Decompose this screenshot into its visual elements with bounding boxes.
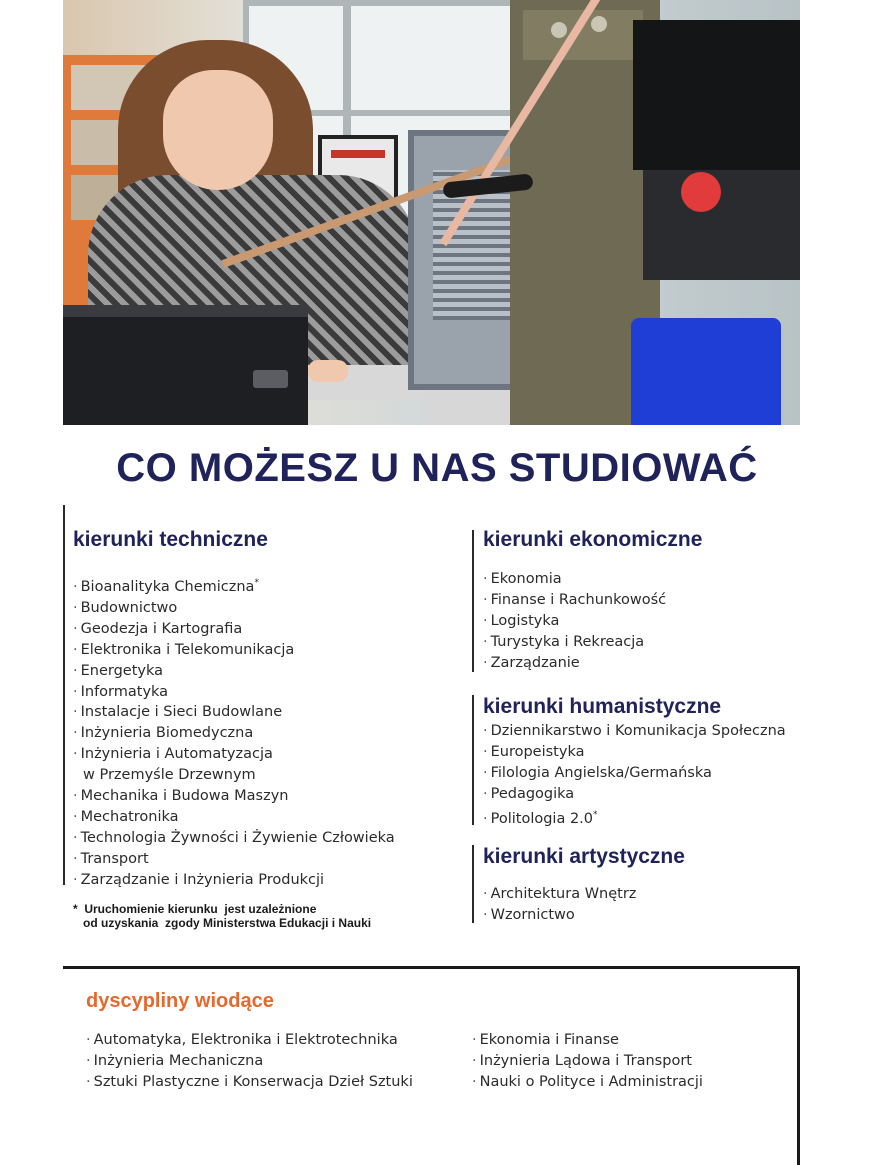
bullet: · xyxy=(73,746,78,763)
item-label: Mechanika i Budowa Maszyn xyxy=(80,788,289,805)
photo-bolt xyxy=(591,16,607,32)
list-item xyxy=(73,619,395,640)
list-item xyxy=(483,632,666,653)
item-label: Zarządzanie xyxy=(490,654,580,671)
item-label: Mechatronika xyxy=(80,808,179,825)
bullet: · xyxy=(472,1073,477,1090)
item-label: Logistyka xyxy=(490,612,560,629)
list-item xyxy=(86,1051,413,1072)
item-label: Politologia 2.0 xyxy=(490,810,594,827)
bullet: · xyxy=(86,1032,91,1048)
list-item xyxy=(483,569,666,590)
bullet: · xyxy=(483,785,488,802)
item-label: Nauki o Polityce i Administracji xyxy=(479,1073,703,1090)
bullet: · xyxy=(483,886,488,902)
bullet: · xyxy=(73,850,78,867)
bullet: · xyxy=(483,633,488,650)
box-border xyxy=(63,966,800,969)
item-label: Ekonomia xyxy=(490,571,562,587)
item-label: Sztuki Plastyczne i Konserwacja Dzieł Sztuki xyxy=(93,1073,413,1090)
section-title-artistic: kierunki artystyczne xyxy=(483,845,685,868)
item-label: Zarządzanie i Inżynieria Produkcji xyxy=(80,871,325,888)
item-label: Dziennikarstwo i Komunikacja Społeczna xyxy=(490,723,786,739)
item-label: Inżynieria Mechaniczna xyxy=(93,1052,264,1069)
item-label: Technologia Żywności i Żywienie Człowieka xyxy=(80,829,395,846)
list-item xyxy=(472,1051,703,1072)
item-label: Energetyka xyxy=(80,662,164,679)
bullet: · xyxy=(86,1052,91,1069)
list-item xyxy=(73,723,395,744)
list-item xyxy=(483,805,786,830)
bullet: · xyxy=(73,704,78,721)
photo-red-knob xyxy=(681,172,721,212)
photo-computer-case xyxy=(63,305,308,425)
list-item xyxy=(483,884,636,905)
list-item xyxy=(483,590,666,611)
asterisk-mark: * xyxy=(254,578,259,588)
item-label: Turystyka i Rekreacja xyxy=(490,633,645,650)
photo-3d-printer-part xyxy=(331,150,385,158)
item-label: Filologia Angielska/Germańska xyxy=(490,764,712,781)
list-humanities xyxy=(483,721,786,830)
list-item xyxy=(483,742,786,763)
hero-photo xyxy=(63,0,800,425)
list-economic xyxy=(483,569,666,674)
bullet: · xyxy=(483,764,488,781)
bullet: · xyxy=(73,725,78,742)
bullet: · xyxy=(73,599,78,616)
list-item xyxy=(73,744,395,765)
item-label: Bioanalityka Chemiczna xyxy=(80,579,255,595)
item-label: Informatyka xyxy=(80,683,169,700)
bullet: · xyxy=(483,810,488,827)
bullet: · xyxy=(483,612,488,629)
section-title-economic: kierunki ekonomiczne xyxy=(483,528,703,551)
photo-student-hand xyxy=(308,360,348,382)
column-divider xyxy=(472,695,474,825)
list-item xyxy=(483,905,636,926)
list-item xyxy=(483,653,666,674)
section-title-humanities: kierunki humanistyczne xyxy=(483,695,722,718)
item-label: Inżynieria Lądowa i Transport xyxy=(479,1052,692,1069)
item-label: Automatyka, Elektronika i Elektrotechnika xyxy=(93,1032,398,1048)
bullet: · xyxy=(73,641,78,658)
item-label: Geodezja i Kartografia xyxy=(80,620,243,637)
column-divider xyxy=(472,530,474,672)
item-label: Pedagogika xyxy=(490,785,575,802)
item-label: Budownictwo xyxy=(80,599,178,616)
list-item xyxy=(472,1030,703,1051)
item-label: Transport xyxy=(80,850,149,867)
item-label: Inżynieria Biomedyczna xyxy=(80,725,254,742)
bullet: · xyxy=(73,829,78,846)
item-label: Elektronika i Telekomunikacja xyxy=(80,641,295,658)
list-item xyxy=(73,828,395,849)
bullet: · xyxy=(73,871,78,888)
footnote-line: od uzyskania zgody Ministerstwa Edukacji i Nauki xyxy=(73,916,372,930)
section-title-technical: kierunki techniczne xyxy=(73,528,268,551)
list-item xyxy=(483,611,666,632)
bullet: · xyxy=(73,788,78,805)
photo-student-face xyxy=(163,70,273,190)
asterisk-mark: * xyxy=(593,809,598,820)
bullet: · xyxy=(73,579,78,595)
item-label: Europeistyka xyxy=(490,743,585,760)
section-title-disciplines: dyscypliny wiodące xyxy=(86,990,274,1012)
list-technical xyxy=(73,573,395,891)
footnote-line: * Uruchomienie kierunku jest uzależnione xyxy=(73,902,317,916)
list-item xyxy=(86,1072,413,1093)
list-disciplines-right xyxy=(472,1030,703,1093)
item-label: Finanse i Rachunkowość xyxy=(490,591,667,608)
footnote xyxy=(73,902,371,930)
photo-computer-case-top xyxy=(63,305,308,317)
list-item xyxy=(73,849,395,870)
bullet: · xyxy=(472,1032,477,1048)
bullet: · xyxy=(483,571,488,587)
item-label: Ekonomia i Finanse xyxy=(479,1032,619,1048)
bullet: · xyxy=(483,591,488,608)
list-item xyxy=(73,870,395,891)
list-item xyxy=(73,702,395,723)
list-item xyxy=(73,661,395,682)
column-divider xyxy=(472,845,474,923)
photo-bolt xyxy=(551,22,567,38)
list-item xyxy=(86,1030,413,1051)
list-item xyxy=(483,763,786,784)
photo-machine-head xyxy=(633,20,800,170)
photo-computer-port xyxy=(253,370,288,388)
bullet: · xyxy=(73,620,78,637)
list-disciplines-left xyxy=(86,1030,413,1093)
item-label: w Przemyśle Drzewnym xyxy=(83,767,256,784)
box-border xyxy=(797,966,800,1165)
list-item xyxy=(483,721,786,742)
list-item xyxy=(73,640,395,661)
photo-machine-head xyxy=(643,170,800,280)
list-artistic xyxy=(483,884,636,926)
bullet: · xyxy=(86,1073,91,1090)
bullet: · xyxy=(483,723,488,739)
bullet: · xyxy=(472,1052,477,1069)
item-label: Inżynieria i Automatyzacja xyxy=(80,746,273,763)
column-divider xyxy=(63,505,65,885)
photo-blue-fixture xyxy=(631,318,781,425)
item-label: Instalacje i Sieci Budowlane xyxy=(80,704,283,721)
bullet: · xyxy=(483,743,488,760)
item-label: Architektura Wnętrz xyxy=(490,886,637,902)
list-item xyxy=(73,807,395,828)
page-title: CO MOŻESZ U NAS STUDIOWAĆ xyxy=(116,446,758,490)
bullet: · xyxy=(73,808,78,825)
list-item xyxy=(472,1072,703,1093)
list-item xyxy=(73,598,395,619)
bullet: · xyxy=(73,662,78,679)
bullet: · xyxy=(483,654,488,671)
bullet: · xyxy=(73,683,78,700)
list-item xyxy=(483,784,786,805)
list-item-continuation xyxy=(73,765,395,786)
list-item xyxy=(73,573,395,598)
bullet: · xyxy=(483,906,488,923)
item-label: Wzornictwo xyxy=(490,906,575,923)
list-item xyxy=(73,786,395,807)
list-item xyxy=(73,682,395,703)
